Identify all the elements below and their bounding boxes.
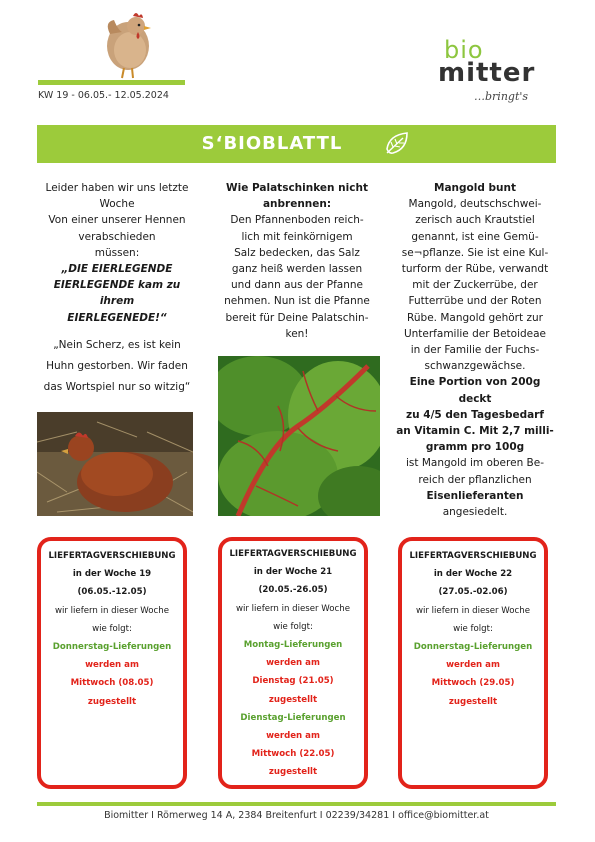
logo-tagline: …bringt's xyxy=(474,90,529,103)
text-line: das Wortspiel nur so witzig“ xyxy=(43,380,191,393)
quote-line: EIERLEGENEDE!“ xyxy=(67,311,167,324)
leaf-icon xyxy=(383,129,413,159)
text-line: in der Familie der Fuchs- xyxy=(410,344,540,357)
tip-title: Wie Palatschinken nicht xyxy=(226,182,368,194)
chard-photo xyxy=(218,356,380,516)
quote-line: EIERLEGENDE kam zu xyxy=(53,279,181,292)
text-line: Den Pfannenboden reich- xyxy=(230,214,364,227)
text-line: und dann aus der Pfanne xyxy=(231,279,363,292)
hen-farewell-column xyxy=(36,180,198,398)
quote-line: ihrem xyxy=(99,295,135,308)
notice-original-day: Donnerstag-Lieferungen xyxy=(52,642,172,653)
notice-dates: (06.05.-12.05) xyxy=(77,587,147,598)
highlight-line: an Vitamin C. Mit 2,7 milli- xyxy=(396,425,554,438)
text-line: müssen: xyxy=(94,246,140,259)
notice-new-day: zugestellt xyxy=(448,696,498,707)
notice-original-day: Dienstag-Lieferungen xyxy=(240,712,346,723)
notice-new-day: werden am xyxy=(85,660,139,671)
text-line: Huhn gestorben. Wir faden xyxy=(46,359,188,372)
week-label: KW 19 - 06.05.- 12.05.2024 xyxy=(38,90,169,101)
text-line: se¬pflanze. Sie ist eine Kul- xyxy=(401,246,549,259)
notice-week: in der Woche 22 xyxy=(433,569,513,580)
notice-dates: (20.05.-26.05) xyxy=(258,585,328,596)
text-line: Salz bedecken, das Salz xyxy=(234,246,360,259)
notice-title: LIEFERTAGVERSCHIEBUNG xyxy=(409,551,537,561)
text-line: ken! xyxy=(285,327,309,340)
text-line: genannt, ist eine Gemü- xyxy=(411,230,539,243)
text-line: Rübe. Mangold gehört zur xyxy=(407,311,543,324)
notice-text: wie folgt: xyxy=(453,623,493,634)
highlight-line: zu 4/5 den Tagesbedarf xyxy=(406,408,544,421)
highlight-line: Eisenlieferanten xyxy=(426,489,524,502)
logo-bio: bio xyxy=(444,36,484,64)
text-line: „Nein Scherz, es ist kein xyxy=(53,338,181,351)
text-line: bereit für Deine Palatschin- xyxy=(225,311,369,324)
text-line: ist Mangold im oberen Be- xyxy=(405,457,545,470)
highlight-line: gramm pro 100g xyxy=(425,441,525,454)
text-line: turform der Rübe, verwandt xyxy=(401,263,549,276)
footer-contact: Biomitter I Römerweg 14 A, 2384 Breitenfurt I 02239/34281 I office@biomitter.at xyxy=(104,810,489,821)
text-line: Mangold, deutschschwei- xyxy=(408,198,542,211)
delivery-notice-week-19 xyxy=(37,537,187,789)
text-line: reich der pflanzlichen xyxy=(418,473,532,486)
notice-title: LIEFERTAGVERSCHIEBUNG xyxy=(48,551,176,561)
notice-new-day: zugestellt xyxy=(268,694,318,705)
text-line: lich mit feinkörnigem xyxy=(241,230,353,243)
text-line: Woche xyxy=(99,198,135,211)
notice-title: LIEFERTAGVERSCHIEBUNG xyxy=(229,549,357,559)
text-line: Leider haben wir uns letzte xyxy=(45,182,189,194)
text-line: schwanzgewächse. xyxy=(424,360,526,373)
notice-original-day: Donnerstag-Lieferungen xyxy=(413,642,533,653)
notice-dates: (27.05.-02.06) xyxy=(438,587,508,598)
notice-new-day: Dienstag (21.05) xyxy=(252,676,334,687)
text-line: nehmen. Nun ist die Pfanne xyxy=(224,295,370,308)
title-banner xyxy=(37,125,556,163)
pancake-tip-column xyxy=(214,180,380,342)
biomitter-logo xyxy=(430,36,550,116)
text-line: mit der Zuckerrübe, der xyxy=(412,279,538,292)
notice-text: wie folgt: xyxy=(92,623,132,634)
hen-illustration xyxy=(100,4,156,80)
logo-mitter: mitter xyxy=(438,58,536,88)
text-line: Futterrübe und der Roten xyxy=(408,295,542,308)
chard-title: Mangold bunt xyxy=(434,182,516,194)
notice-new-day: zugestellt xyxy=(87,696,137,707)
delivery-notice-week-22 xyxy=(398,537,548,789)
notice-text: wir liefern in dieser Woche xyxy=(415,605,531,616)
notice-new-day: werden am xyxy=(446,660,500,671)
notice-new-day: zugestellt xyxy=(268,767,318,778)
notice-text: wie folgt: xyxy=(273,621,313,632)
footer-rule xyxy=(37,802,556,806)
notice-week: in der Woche 19 xyxy=(72,569,152,580)
notice-text: wir liefern in dieser Woche xyxy=(54,605,170,616)
highlight-line: Eine Portion von 200g deckt xyxy=(409,376,541,405)
chard-info-column xyxy=(392,180,558,520)
notice-original-day: Montag-Lieferungen xyxy=(243,640,343,651)
text-line: angesiedelt. xyxy=(442,506,508,519)
page-title: S‘BIOBLATTL xyxy=(201,133,343,154)
notice-new-day: Mittwoch (22.05) xyxy=(251,749,335,760)
hen-in-straw-photo xyxy=(37,412,193,516)
tip-title: anbrennen: xyxy=(262,198,332,211)
delivery-notice-week-21 xyxy=(218,537,368,789)
notice-new-day: werden am xyxy=(266,731,320,742)
text-line: Von einer unserer Hennen xyxy=(48,214,186,227)
notice-week: in der Woche 21 xyxy=(253,567,333,578)
notice-new-day: Mittwoch (29.05) xyxy=(431,678,515,689)
notice-new-day: Mittwoch (08.05) xyxy=(70,678,154,689)
notice-text: wir liefern in dieser Woche xyxy=(235,603,351,614)
header-rule xyxy=(38,80,185,85)
text-line: zerisch auch Krautstiel xyxy=(415,214,535,227)
notice-new-day: werden am xyxy=(266,658,320,669)
quote-line: „DIE EIERLEGENDE xyxy=(61,263,173,276)
text-line: ganz heiß werden lassen xyxy=(231,263,363,276)
text-line: Unterfamilie der Betoideae xyxy=(403,327,547,340)
text-line: verabschieden xyxy=(78,230,156,243)
